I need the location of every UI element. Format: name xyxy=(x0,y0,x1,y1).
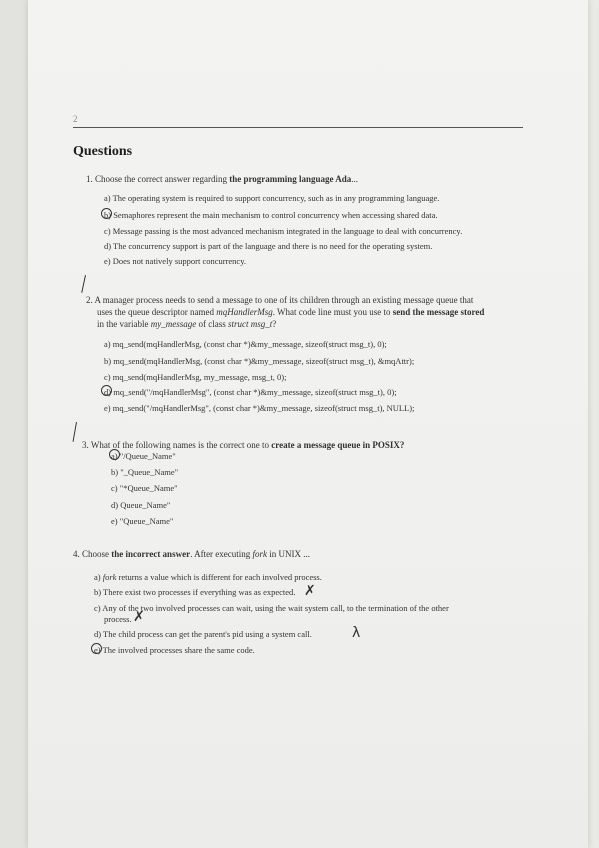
q2-stem-type: struct msg_t xyxy=(227,319,273,329)
pen-cross-mark: ✗ xyxy=(304,583,316,599)
q4-opt-a-letter: a) xyxy=(94,572,103,582)
q3-option-c: c) "*Queue_Name" xyxy=(111,483,178,493)
q1-option-b: b) Semaphores represent the main mechanism to control concurrency when accessing shared data. xyxy=(104,210,438,220)
question-2-stem-line2 xyxy=(97,307,484,317)
q4-stem-text: 4. Choose xyxy=(73,549,112,559)
q2-stem-text4: of class xyxy=(196,319,228,329)
q2-stem-bold: send the message stored xyxy=(392,307,485,317)
q1-stem-end: ... xyxy=(351,174,359,184)
q2-option-d: d) mq_send("/mqHandlerMsg", (const char *)&my_message, sizeof(struct msg_t), 0); xyxy=(104,387,397,397)
question-2-stem-line1: 2. A manager process needs to send a message to one of its children through an existing message queue that xyxy=(86,295,474,305)
q1-stem-bold: the programming language Ada xyxy=(229,174,352,184)
q4-option-e: e) The involved processes share the same code. xyxy=(94,645,255,655)
q2-stem-text3: in the variable xyxy=(97,319,151,329)
q2-stem-var: my_message xyxy=(150,319,197,329)
q1-option-d: d) The concurrency support is part of the language and there is no need for the operating system. xyxy=(104,241,433,251)
q2-option-e: e) mq_send("/mqHandlerMsg", (const char *)&my_message, sizeof(struct msg_t), NULL); xyxy=(104,403,415,413)
q3-option-b: b) "_Queue_Name" xyxy=(111,467,179,477)
q4-option-c: c) Any of the two involved processes can wait, using the wait system call, to the termination of the other xyxy=(94,603,449,613)
q4-option-d: d) The child process can get the parent's pid using a system call. xyxy=(94,629,312,639)
q4-opt-a-italic: fork xyxy=(102,572,117,582)
q4-opt-a-text: returns a value which is different for each involved process. xyxy=(116,572,322,582)
question-2-stem-line3 xyxy=(97,319,276,329)
q4-option-c-cont: process. xyxy=(104,614,132,624)
q4-stem-bold: the incorrect answer xyxy=(111,549,191,559)
page-title: Questions xyxy=(73,144,133,159)
header-rule xyxy=(73,127,523,128)
question-1-stem xyxy=(86,174,358,184)
page-number: 2 xyxy=(73,114,78,124)
q1-option-e: e) Does not natively support concurrency. xyxy=(104,256,247,266)
q4-stem-end: in UNIX ... xyxy=(267,549,311,559)
q4-stem-italic: fork xyxy=(252,549,268,559)
q3-stem-text: 3. What of the following names is the correct one to xyxy=(82,440,272,450)
q4-stem-text2: . After executing xyxy=(190,549,253,559)
q3-option-e: e) "Queue_Name" xyxy=(111,516,174,526)
q3-stem-bold: create a message queue in POSIX? xyxy=(271,440,405,450)
q4-option-a xyxy=(94,572,322,582)
q3-option-a: a) "/Queue_Name" xyxy=(111,451,176,461)
q2-option-a: a) mq_send(mqHandlerMsg, (const char *)&my_message, sizeof(struct msg_t), 0); xyxy=(104,339,387,349)
q2-stem-italic: mqHandlerMsg xyxy=(216,307,273,317)
q3-option-d: d) Queue_Name" xyxy=(111,500,171,510)
q4-option-b: b) There exist two processes if everything was as expected. xyxy=(94,587,296,597)
q2-stem-text: uses the queue descriptor named xyxy=(97,307,217,317)
question-4-stem xyxy=(73,549,310,559)
q2-option-c: c) mq_send(mqHandlerMsg, my_message, msg_t, 0); xyxy=(104,372,287,382)
pen-cross-mark: ✗ xyxy=(133,609,145,625)
q1-option-c: c) Message passing is the most advanced mechanism integrated in the language to deal with concurrency. xyxy=(104,226,463,236)
pen-lambda-mark: λ xyxy=(352,625,361,641)
q2-option-b: b) mq_send(mqHandlerMsg, (const char *)&my_message, sizeof(struct msg_t), &mqAttr); xyxy=(104,356,415,366)
q1-stem-text: 1. Choose the correct answer regarding xyxy=(86,174,230,184)
q2-stem-end: ? xyxy=(272,319,277,329)
question-3-stem xyxy=(82,440,404,450)
q1-option-a: a) The operating system is required to support concurrency, such as in any programming language. xyxy=(104,193,440,203)
q2-stem-text2: . What code line must you use to xyxy=(272,307,393,317)
scan-edge xyxy=(0,0,28,848)
